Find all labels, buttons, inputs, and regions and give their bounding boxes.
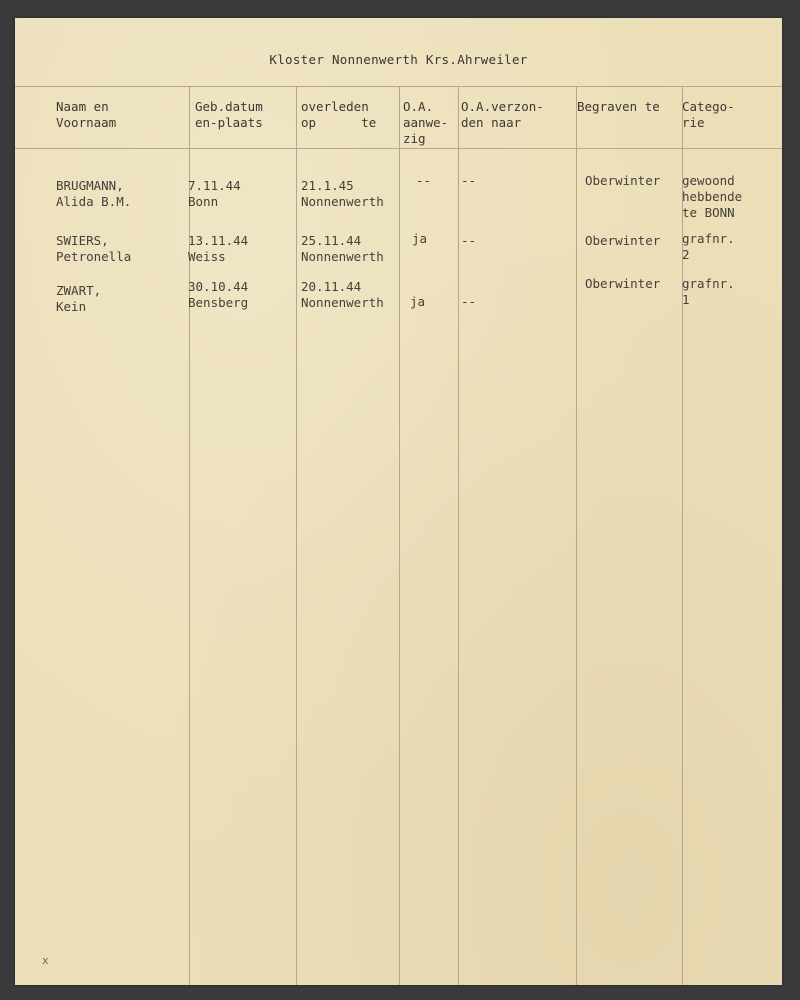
cell-death: 21.1.45 Nonnenwerth — [301, 178, 384, 209]
cell-category: grafnr. 2 — [682, 231, 735, 262]
header-begraven-te: Begraven te — [577, 99, 660, 114]
cell-buried: Oberwinter — [585, 233, 661, 248]
column-divider — [399, 86, 400, 985]
cell-oa-present: -- — [416, 173, 432, 188]
cell-birth: 30.10.44 Bensberg — [188, 279, 249, 310]
cell-buried: Oberwinter — [585, 276, 661, 291]
header-geb-datum: Geb.datum en-plaats — [195, 99, 263, 130]
cell-death: 25.11.44 Nonnenwerth — [301, 233, 384, 264]
header-oa-verzonden: O.A.verzon- den naar — [461, 99, 544, 130]
cell-name: SWIERS, Petronella — [56, 233, 132, 264]
cell-oa-present: ja — [412, 231, 428, 246]
cell-name: BRUGMANN, Alida B.M. — [56, 178, 132, 209]
header-overleden: overleden op te — [301, 99, 377, 130]
footer-mark: x — [42, 954, 49, 967]
column-divider — [189, 86, 190, 985]
column-divider — [576, 86, 577, 985]
cell-category: gewoond hebbende te BONN — [682, 173, 743, 220]
cell-oa-present: ja — [410, 294, 426, 309]
cell-birth: 7.11.44 Bonn — [188, 178, 241, 209]
header-naam-voornaam: Naam en Voornaam — [56, 99, 117, 130]
document-page — [15, 18, 782, 985]
header-oa-aanwezig: O.A. aanwe- zig — [403, 99, 449, 146]
cell-birth: 13.11.44 Weiss — [188, 233, 249, 264]
cell-category: grafnr. 1 — [682, 276, 735, 307]
cell-name: ZWART, Kein — [56, 283, 102, 314]
column-divider — [296, 86, 297, 985]
cell-oa-sent: -- — [461, 294, 477, 309]
cell-death: 20.11.44 Nonnenwerth — [301, 279, 384, 310]
header-categorie: Catego- rie — [682, 99, 735, 130]
column-divider — [458, 86, 459, 985]
document-title: Kloster Nonnenwerth Krs.Ahrweiler — [269, 52, 528, 67]
cell-buried: Oberwinter — [585, 173, 661, 188]
cell-oa-sent: -- — [461, 233, 477, 248]
cell-oa-sent: -- — [461, 173, 477, 188]
